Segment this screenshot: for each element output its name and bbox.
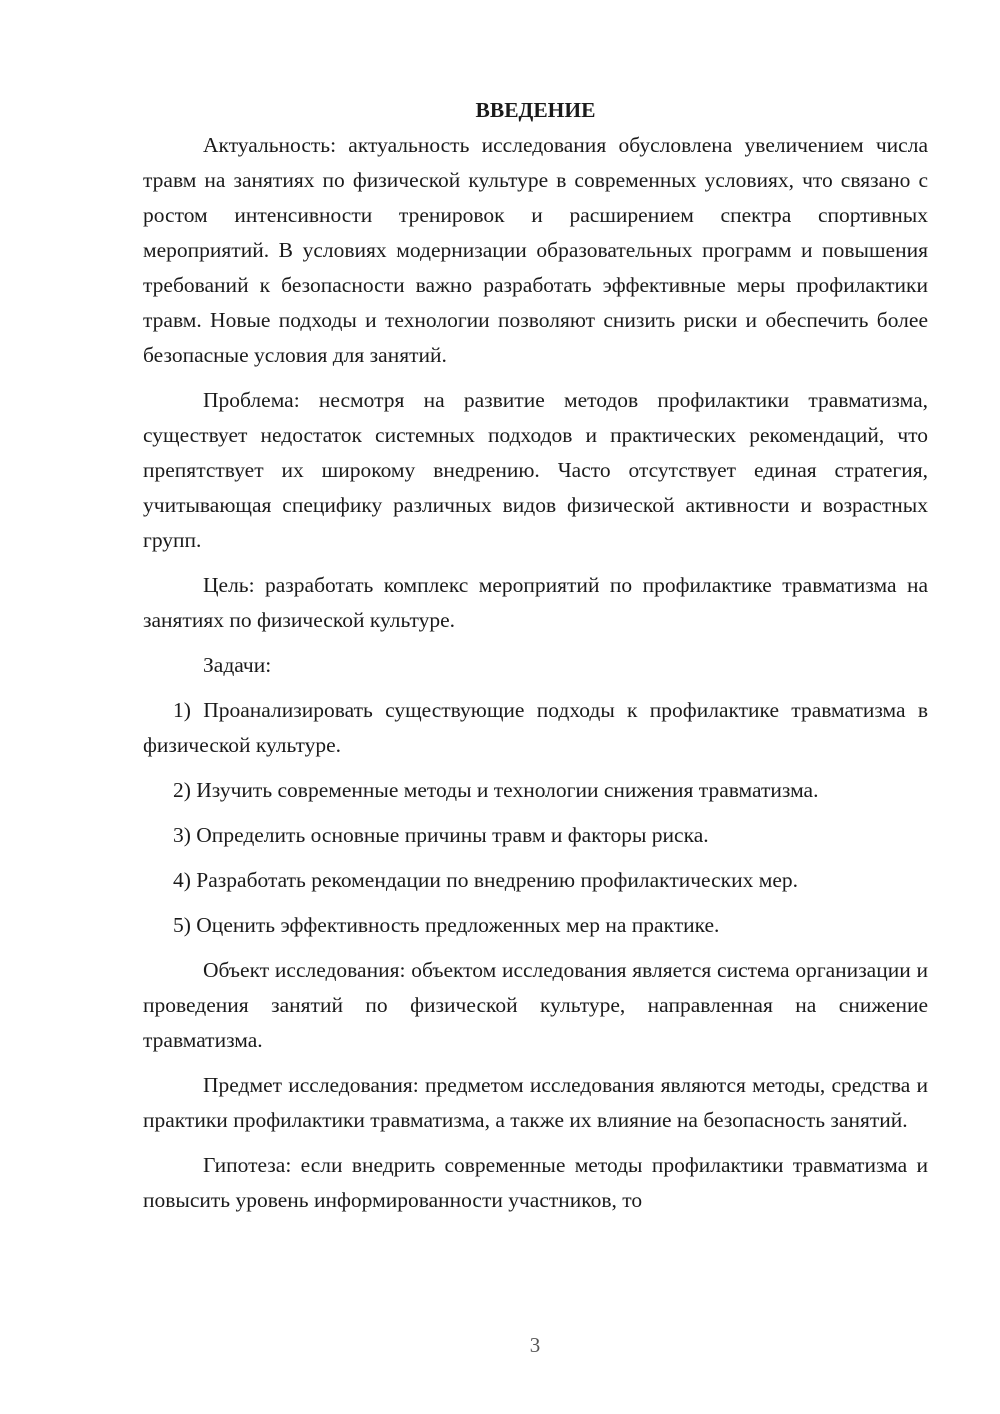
tasks-heading: Задачи:	[203, 653, 272, 677]
task-item-2: 2) Изучить современные методы и технологии снижения травматизма.	[173, 778, 819, 802]
page-title: ВВЕДЕНИЕ	[475, 98, 596, 122]
paragraph-relevance: Актуальность: актуальность исследования обусловлена увеличением числа травм на занятиях по физической культуре в современных условиях, что связано с ростом интенсивности тренировок и расширением спектра спортивных мероприятий. В условиях модернизации образовательных программ и повышения требований к безопасности важно разработать эффективные меры профилактики травм. Новые подходы и технологии позволяют снизить риски и обеспечить более безопасные условия для занятий.	[143, 133, 928, 367]
paragraph-goal: Цель: разработать комплекс мероприятий по профилактике травматизма на занятиях по физической культуре.	[143, 573, 928, 632]
page-number: 3	[529, 1333, 541, 1357]
task-item-3: 3) Определить основные причины травм и факторы риска.	[173, 823, 709, 847]
paragraph-problem: Проблема: несмотря на развитие методов профилактики травматизма, существует недостаток системных подходов и практических рекомендаций, что препятствует их широкому внедрению. Часто отсутствует единая стратегия, учитывающая специфику различных видов физической активности и возрастных групп.	[143, 388, 928, 552]
page-content	[143, 93, 928, 1228]
paragraph-hypothesis: Гипотеза: если внедрить современные методы профилактики травматизма и повысить уровень информированности участников, то	[143, 1153, 928, 1212]
paragraph-object: Объект исследования: объектом исследования является система организации и проведения занятий по физической культуре, направленная на снижение травматизма.	[143, 958, 928, 1052]
task-item-5: 5) Оценить эффективность предложенных мер на практике.	[173, 913, 720, 937]
task-item-1: 1) Проанализировать существующие подходы к профилактике травматизма в физической культуре.	[143, 698, 928, 757]
task-item-4: 4) Разработать рекомендации по внедрению профилактических мер.	[173, 868, 799, 892]
paragraph-subject: Предмет исследования: предметом исследования являются методы, средства и практики профилактики травматизма, а также их влияние на безопасность занятий.	[143, 1073, 928, 1132]
